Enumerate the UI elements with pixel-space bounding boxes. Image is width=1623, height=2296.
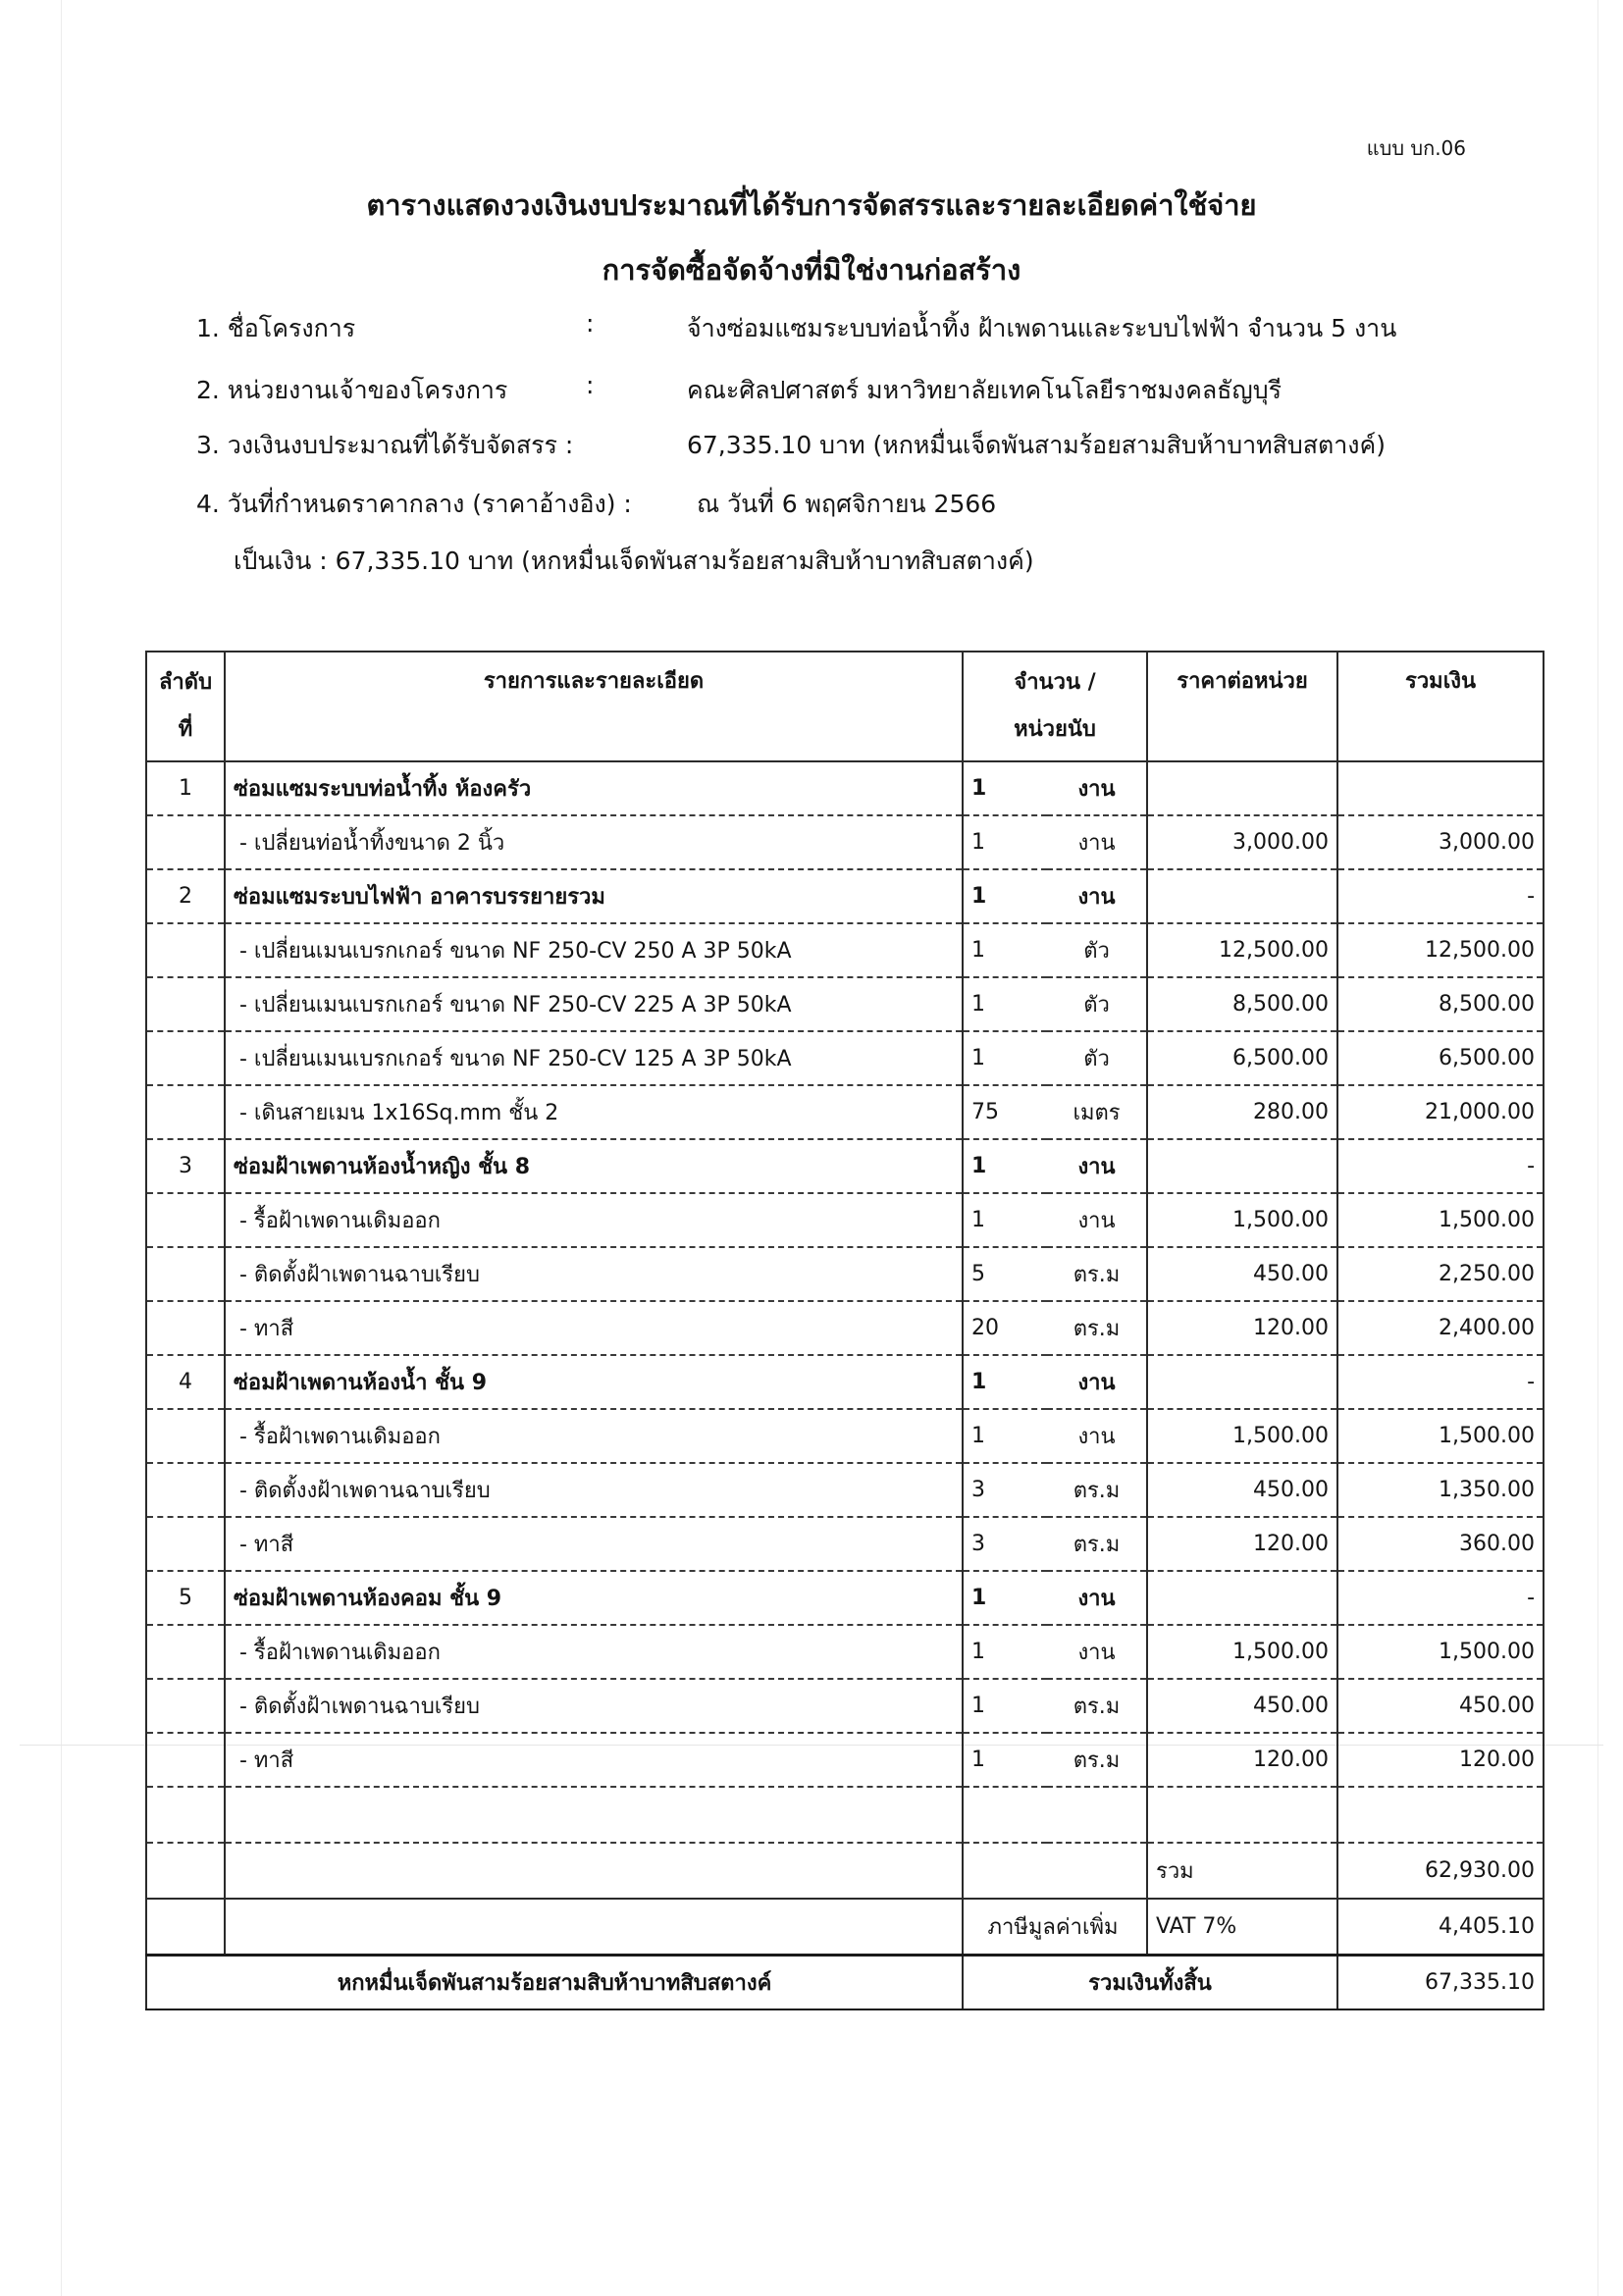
item-quantity: 1	[963, 1625, 1047, 1679]
item-number	[146, 1733, 225, 1787]
header-total: รวมเงิน	[1337, 652, 1544, 761]
item-description: - รื้อฝ้าเพดานเดิมออก	[225, 1193, 963, 1247]
blank-cell	[963, 1787, 1047, 1843]
header-item-no: ลำดับ ที่	[146, 652, 225, 761]
section-row	[146, 1355, 1544, 1409]
item-number	[146, 1517, 225, 1571]
item-unit: งาน	[1047, 1409, 1147, 1463]
blank-row	[146, 1787, 1544, 1843]
item-unit-price	[1147, 1571, 1337, 1625]
item-unit: งาน	[1047, 1571, 1147, 1625]
agency-value: คณะศิลปศาสตร์ มหาวิทยาลัยเทคโนโลยีราชมงคลธัญบุรี	[687, 376, 1283, 404]
item-quantity: 1	[963, 923, 1047, 977]
item-total: 1,500.00	[1337, 1409, 1544, 1463]
page-edge-left	[61, 0, 62, 2296]
item-total: -	[1337, 1571, 1544, 1625]
item-unit: ตร.ม	[1047, 1463, 1147, 1517]
item-row	[146, 1463, 1544, 1517]
item-description: ซ่อมฝ้าเพดานห้องน้ำ ชั้น 9	[225, 1355, 963, 1409]
item-quantity: 75	[963, 1085, 1047, 1139]
item-number: 1	[146, 761, 225, 815]
table-header-row	[146, 652, 1544, 761]
item-total: -	[1337, 869, 1544, 923]
item-unit-price	[1147, 1139, 1337, 1193]
reference-date-value: ณ วันที่ 6 พฤศจิกายน 2566	[697, 490, 997, 518]
item-number	[146, 1193, 225, 1247]
section-row	[146, 869, 1544, 923]
item-row	[146, 1193, 1544, 1247]
project-label: 1. ชื่อโครงการ	[196, 314, 356, 342]
item-quantity: 1	[963, 1679, 1047, 1733]
item-total: 3,000.00	[1337, 815, 1544, 869]
blank-cell	[1337, 1787, 1544, 1843]
item-description: - รื้อฝ้าเพดานเดิมออก	[225, 1409, 963, 1463]
item-number	[146, 1247, 225, 1301]
item-unit: ตัว	[1047, 923, 1147, 977]
item-total: 2,400.00	[1337, 1301, 1544, 1355]
item-quantity: 1	[963, 869, 1047, 923]
item-description: ซ่อมแซมระบบท่อน้ำทิ้ง ห้องครัว	[225, 761, 963, 815]
item-total: 6,500.00	[1337, 1031, 1544, 1085]
item-unit: ตัว	[1047, 1031, 1147, 1085]
item-description: - ติดตั้งงฝ้าเพดานฉาบเรียบ	[225, 1463, 963, 1517]
item-unit-price: 450.00	[1147, 1247, 1337, 1301]
item-quantity: 1	[963, 1139, 1047, 1193]
item-quantity: 3	[963, 1463, 1047, 1517]
budget-label: 3. วงเงินงบประมาณที่ได้รับจัดสรร :	[196, 431, 574, 459]
item-total: 2,250.00	[1337, 1247, 1544, 1301]
blank-cell	[963, 1843, 1047, 1899]
item-unit-price: 1,500.00	[1147, 1193, 1337, 1247]
blank-cell	[225, 1787, 963, 1843]
item-row	[146, 1247, 1544, 1301]
item-number	[146, 1679, 225, 1733]
item-quantity: 1	[963, 1733, 1047, 1787]
item-total: -	[1337, 1139, 1544, 1193]
item-quantity: 1	[963, 815, 1047, 869]
item-description: - เปลี่ยนเมนเบรกเกอร์ ขนาด NF 250-CV 250 A 3P 50kA	[225, 923, 963, 977]
item-number	[146, 1031, 225, 1085]
item-row	[146, 1085, 1544, 1139]
item-description: ซ่อมฝ้าเพดานห้องคอม ชั้น 9	[225, 1571, 963, 1625]
item-number	[146, 923, 225, 977]
item-unit: งาน	[1047, 1355, 1147, 1409]
item-unit: งาน	[1047, 761, 1147, 815]
item-total: 1,350.00	[1337, 1463, 1544, 1517]
budget-value: 67,335.10 บาท (หกหมื่นเจ็ดพันสามร้อยสามสิบห้าบาทสิบสตางค์)	[687, 431, 1386, 459]
document-title: ตารางแสดงวงเงินงบประมาณที่ได้รับการจัดสรรและรายละเอียดค่าใช้จ่าย	[366, 188, 1257, 222]
item-total: 21,000.00	[1337, 1085, 1544, 1139]
item-unit-price	[1147, 1355, 1337, 1409]
blank-cell	[225, 1843, 963, 1899]
item-unit: ตร.ม	[1047, 1679, 1147, 1733]
header-unit-price: ราคาต่อหน่วย	[1147, 652, 1337, 761]
blank-cell	[1047, 1787, 1147, 1843]
item-unit: เมตร	[1047, 1085, 1147, 1139]
item-unit: ตร.ม	[1047, 1517, 1147, 1571]
grand-total-words: หกหมื่นเจ็ดพันสามร้อยสามสิบห้าบาทสิบสตางค์	[146, 1955, 963, 2009]
vat-label: ภาษีมูลค่าเพิ่ม	[963, 1899, 1147, 1955]
item-unit-price: 120.00	[1147, 1733, 1337, 1787]
vat-value: 4,405.10	[1337, 1899, 1544, 1955]
item-unit-price: 120.00	[1147, 1517, 1337, 1571]
item-total: 12,500.00	[1337, 923, 1544, 977]
item-row	[146, 1301, 1544, 1355]
item-quantity: 5	[963, 1247, 1047, 1301]
item-description: - เดินสายเมน 1x16Sq.mm ชั้น 2	[225, 1085, 963, 1139]
item-unit-price: 6,500.00	[1147, 1031, 1337, 1085]
item-row	[146, 1625, 1544, 1679]
item-quantity: 1	[963, 1571, 1047, 1625]
item-total: 1,500.00	[1337, 1193, 1544, 1247]
item-total: 360.00	[1337, 1517, 1544, 1571]
item-number	[146, 1085, 225, 1139]
item-total: 450.00	[1337, 1679, 1544, 1733]
item-description: ซ่อมแซมระบบไฟฟ้า อาคารบรรยายรวม	[225, 869, 963, 923]
item-unit-price: 450.00	[1147, 1463, 1337, 1517]
form-code: แบบ บก.06	[1366, 136, 1466, 160]
item-total: 8,500.00	[1337, 977, 1544, 1031]
section-row	[146, 1571, 1544, 1625]
item-row	[146, 1031, 1544, 1085]
item-description: - ติดตั้งฝ้าเพดานฉาบเรียบ	[225, 1247, 963, 1301]
grand-total-label: รวมเงินทั้งสิ้น	[963, 1955, 1337, 2009]
item-unit-price	[1147, 761, 1337, 815]
item-description: ซ่อมฝ้าเพดานห้องน้ำหญิง ชั้น 8	[225, 1139, 963, 1193]
blank-cell	[1147, 1787, 1337, 1843]
item-row	[146, 1733, 1544, 1787]
item-unit-price: 280.00	[1147, 1085, 1337, 1139]
item-number	[146, 1463, 225, 1517]
item-quantity: 1	[963, 1409, 1047, 1463]
item-unit: ตร.ม	[1047, 1733, 1147, 1787]
vat-rate: VAT 7%	[1147, 1899, 1337, 1955]
vat-row	[146, 1899, 1544, 1955]
blank-cell	[146, 1843, 225, 1899]
subtotal-label: รวม	[1147, 1843, 1337, 1899]
header-quantity-unit: จำนวน / หน่วยนับ	[963, 652, 1147, 761]
item-unit: งาน	[1047, 815, 1147, 869]
item-unit-price: 120.00	[1147, 1301, 1337, 1355]
item-unit-price: 12,500.00	[1147, 923, 1337, 977]
section-row	[146, 761, 1544, 815]
item-number: 5	[146, 1571, 225, 1625]
item-quantity: 1	[963, 1031, 1047, 1085]
item-description: - รื้อฝ้าเพดานเดิมออก	[225, 1625, 963, 1679]
blank-cell	[146, 1787, 225, 1843]
project-value: จ้างซ่อมแซมระบบท่อน้ำทิ้ง ฝ้าเพดานและระบบไฟฟ้า จำนวน 5 งาน	[687, 314, 1397, 342]
item-total	[1337, 761, 1544, 815]
budget-table	[145, 651, 1544, 2010]
item-row	[146, 1409, 1544, 1463]
item-total: -	[1337, 1355, 1544, 1409]
item-unit: ตร.ม	[1047, 1301, 1147, 1355]
blank-cell	[146, 1899, 225, 1955]
item-description: - ทาสี	[225, 1301, 963, 1355]
item-total: 1,500.00	[1337, 1625, 1544, 1679]
item-row	[146, 923, 1544, 977]
item-unit: ตร.ม	[1047, 1247, 1147, 1301]
item-number: 3	[146, 1139, 225, 1193]
item-number	[146, 1301, 225, 1355]
agency-label: 2. หน่วยงานเจ้าของโครงการ	[196, 376, 508, 404]
item-unit-price: 8,500.00	[1147, 977, 1337, 1031]
item-unit-price: 450.00	[1147, 1679, 1337, 1733]
grand-total-value: 67,335.10	[1337, 1955, 1544, 2009]
document-subtitle: การจัดซื้อจัดจ้างที่มิใช่งานก่อสร้าง	[602, 253, 1021, 287]
item-unit-price: 1,500.00	[1147, 1409, 1337, 1463]
item-row	[146, 977, 1544, 1031]
item-number: 4	[146, 1355, 225, 1409]
item-unit: งาน	[1047, 1625, 1147, 1679]
item-quantity: 1	[963, 1193, 1047, 1247]
item-unit: งาน	[1047, 1139, 1147, 1193]
item-description: - ติดตั้งฝ้าเพดานฉาบเรียบ	[225, 1679, 963, 1733]
grand-total-row	[146, 1955, 1544, 2009]
page-edge-right	[1597, 0, 1598, 2296]
item-number	[146, 1409, 225, 1463]
item-description: - เปลี่ยนเมนเบรกเกอร์ ขนาด NF 250-CV 125 A 3P 50kA	[225, 1031, 963, 1085]
item-row	[146, 1517, 1544, 1571]
item-quantity: 1	[963, 761, 1047, 815]
item-quantity: 20	[963, 1301, 1047, 1355]
item-description: - ทาสี	[225, 1733, 963, 1787]
item-description: - ทาสี	[225, 1517, 963, 1571]
project-colon: :	[586, 309, 595, 338]
item-unit: งาน	[1047, 1193, 1147, 1247]
item-unit: งาน	[1047, 869, 1147, 923]
header-description: รายการและรายละเอียด	[225, 652, 963, 761]
item-unit-price: 1,500.00	[1147, 1625, 1337, 1679]
item-quantity: 3	[963, 1517, 1047, 1571]
blank-cell	[225, 1899, 963, 1955]
item-number	[146, 1625, 225, 1679]
reference-date-label: 4. วันที่กำหนดราคากลาง (ราคาอ้างอิง) :	[196, 490, 632, 518]
item-number	[146, 977, 225, 1031]
subtotal-value: 62,930.00	[1337, 1843, 1544, 1899]
item-total: 120.00	[1337, 1733, 1544, 1787]
item-row	[146, 1679, 1544, 1733]
section-row	[146, 1139, 1544, 1193]
item-description: - เปลี่ยนท่อน้ำทิ้งขนาด 2 นิ้ว	[225, 815, 963, 869]
item-description: - เปลี่ยนเมนเบรกเกอร์ ขนาด NF 250-CV 225 A 3P 50kA	[225, 977, 963, 1031]
subtotal-row	[146, 1843, 1544, 1899]
amount-line: เป็นเงิน : 67,335.10 บาท (หกหมื่นเจ็ดพันสามร้อยสามสิบห้าบาทสิบสตางค์)	[234, 547, 1034, 575]
blank-cell	[1047, 1843, 1147, 1899]
item-quantity: 1	[963, 1355, 1047, 1409]
item-unit-price	[1147, 869, 1337, 923]
item-number	[146, 815, 225, 869]
item-unit: ตัว	[1047, 977, 1147, 1031]
item-quantity: 1	[963, 977, 1047, 1031]
item-unit-price: 3,000.00	[1147, 815, 1337, 869]
item-row	[146, 815, 1544, 869]
agency-colon: :	[586, 371, 595, 399]
item-number: 2	[146, 869, 225, 923]
